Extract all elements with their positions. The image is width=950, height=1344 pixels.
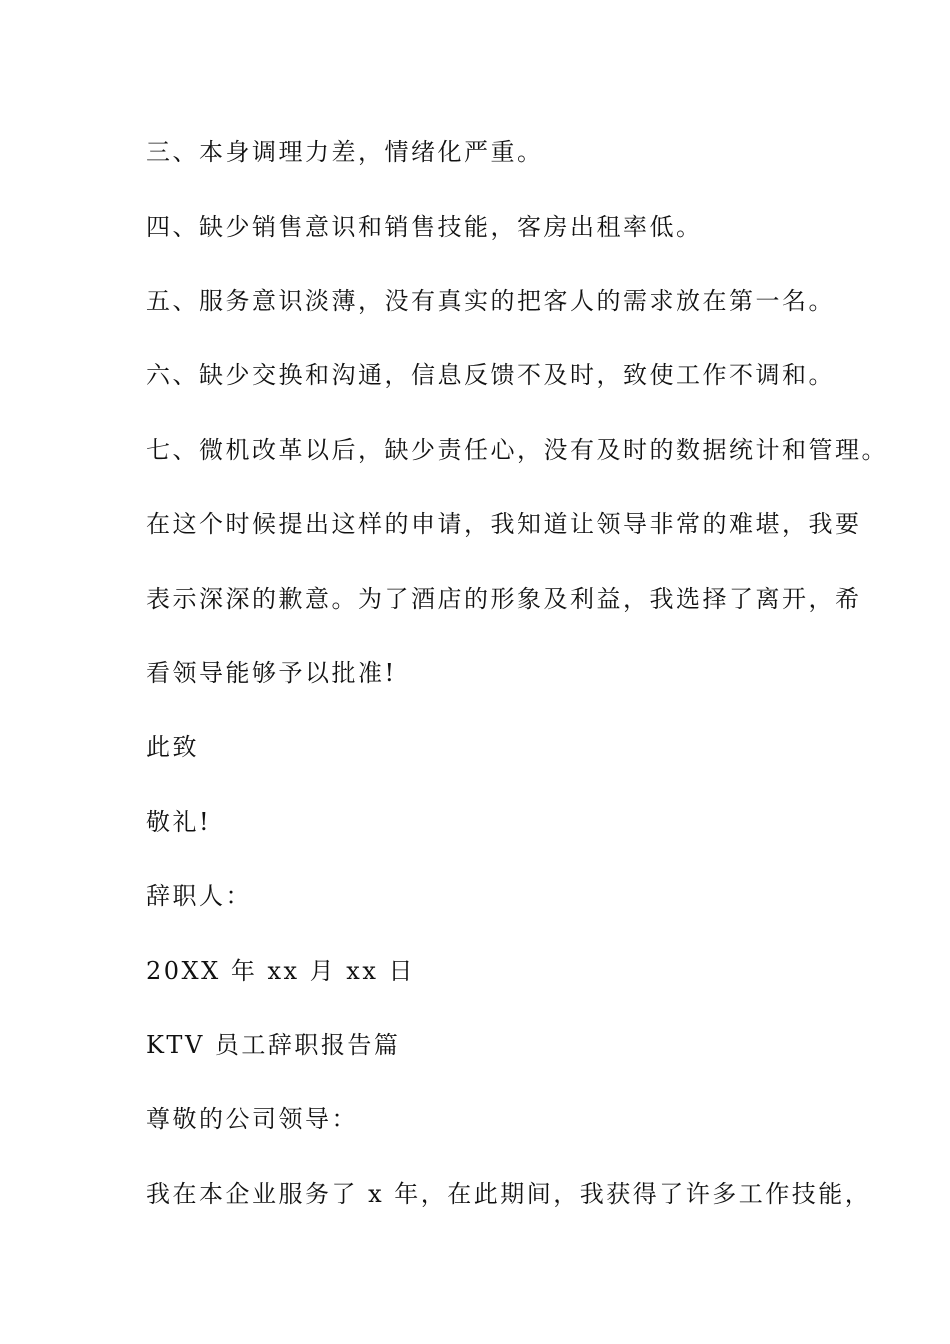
greeting-line: 尊敬的公司领导：: [146, 1105, 358, 1133]
paragraph-line: 我在本企业服务了 x 年，在此期间，我获得了许多工作技能，: [146, 1180, 872, 1208]
paragraph-line: 在这个时候提出这样的申请，我知道让领导非常的难堪，我要: [146, 510, 862, 538]
paragraph-line: 七、微机改革以后，缺少责任心，没有及时的数据统计和管理。: [146, 436, 888, 464]
closing-salutation: 此致: [146, 733, 199, 761]
closing-regards: 敬礼!: [146, 808, 212, 836]
section-heading: KTV 员工辞职报告篇: [146, 1031, 401, 1059]
signature-label: 辞职人：: [146, 882, 252, 910]
date-line: 20XX 年 xx 月 xx 日: [146, 957, 415, 985]
paragraph-line: 六、缺少交换和沟通，信息反馈不及时，致使工作不调和。: [146, 361, 835, 389]
paragraph-line: 五、服务意识淡薄，没有真实的把客人的需求放在第一名。: [146, 287, 835, 315]
paragraph-line: 四、缺少销售意识和销售技能，客房出租率低。: [146, 213, 703, 241]
paragraph-line: 表示深深的歉意。为了酒店的形象及利益，我选择了离开，希: [146, 585, 862, 613]
paragraph-line: 看领导能够予以批准!: [146, 659, 397, 687]
paragraph-line: 三、本身调理力差，情绪化严重。: [146, 138, 544, 166]
